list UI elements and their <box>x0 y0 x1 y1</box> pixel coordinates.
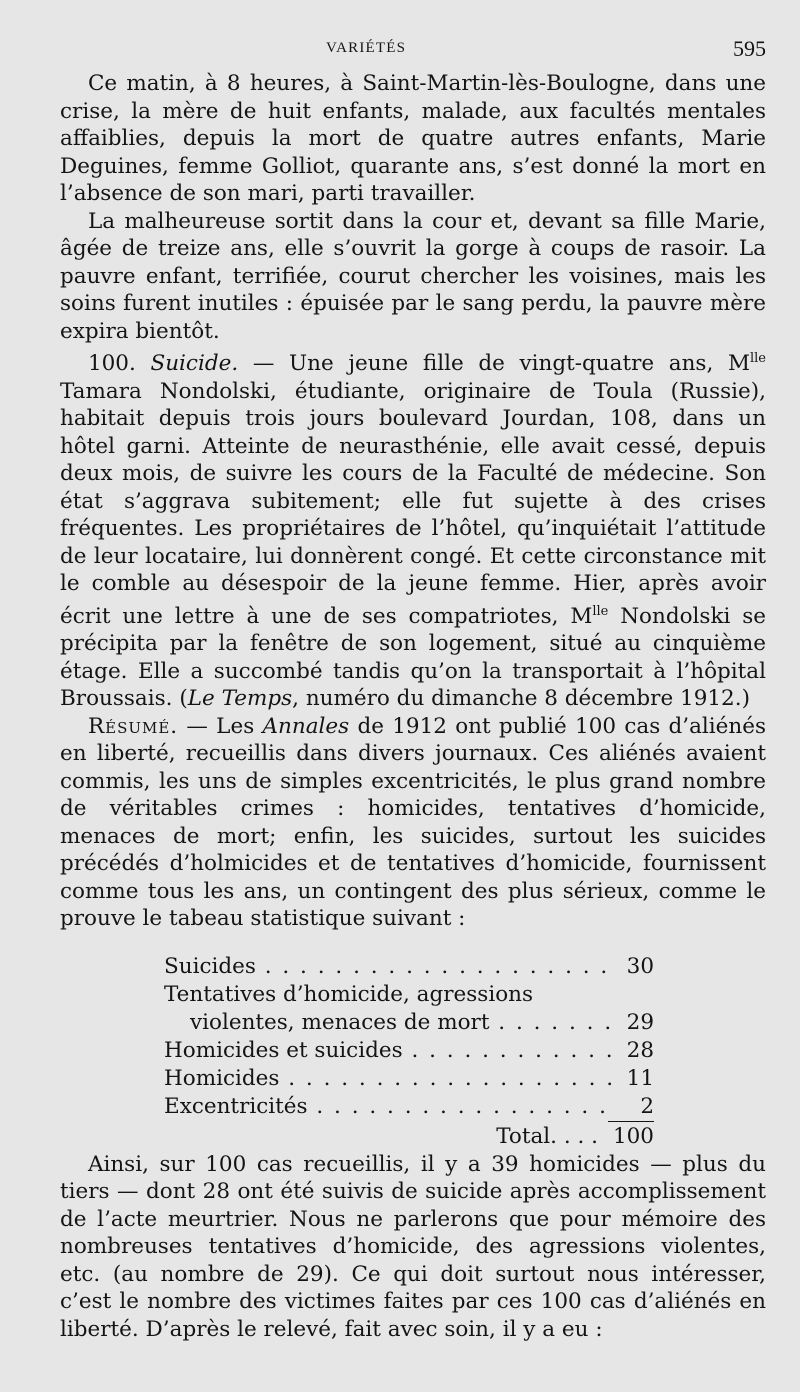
resume-text-a: — Les <box>178 713 263 739</box>
stat-label-continued: violentes, menaces de mort . . . <box>164 1009 614 1037</box>
case-dash: — Une jeune fille de vingt-quatre ans, M <box>238 351 750 377</box>
stat-label: Homicides et suicides . . . <box>164 1037 614 1065</box>
stat-value: 30 <box>626 953 654 979</box>
stat-label: Suicides . . . <box>164 953 614 981</box>
page-header <box>0 36 800 66</box>
stat-row-homicides-suicides <box>164 1037 654 1065</box>
stat-row-tentatives-cont <box>164 1009 654 1037</box>
stat-total-row <box>164 1121 654 1151</box>
running-head: VARIÉTÉS <box>326 40 407 56</box>
title-superscript-2: lle <box>592 603 609 619</box>
paragraph-5: Ainsi, sur 100 cas recueillis, il y a 39 homicides — plus du tiers — dont 28 ont été suivis de suicide après accomplissement de l’acte meurtrier. Nous ne parlerons que pour mémoire des nombreuses tentatives d’homicide, des agressions violentes, etc. (au nombre de 29). Ce qui doit surtout nous intéresser, c’est le nombre des victimes faites par ces 100 cas d’aliénés en liberté. D’après le relevé, fait avec soin, il y a eu : <box>60 1151 766 1342</box>
stat-value: 29 <box>626 1009 654 1035</box>
paragraph-1: Ce matin, à 8 heures, à Saint-Martin-lès-Boulogne, dans une crise, la mère de huit enfants, malade, aux facultés mentales affaiblies, depuis la mort de quatre autres enfants, Marie Deguines, femme Golliot, quarante ans, s’est donné la mort en l’absence de son mari, parti travailler. <box>60 71 766 206</box>
page-number: 595 <box>733 36 766 61</box>
stat-row-excentricites <box>164 1093 654 1121</box>
source-date: , numéro du dimanche 8 décembre 1912.) <box>292 686 750 712</box>
stat-label: Homicides . . . <box>164 1065 614 1093</box>
case-body-2: Nondolski se précipita par la fenêtre de son logement, situé au cinquième étage. Elle a succombé tandis qu’on la transportait à l’hôpital Broussais. ( <box>60 603 766 712</box>
case-number: 100. <box>87 351 136 377</box>
stat-row-homicides <box>164 1065 654 1093</box>
paragraph-2: La malheureuse sortit dans la cour et, devant sa fille Marie, âgée de treize ans, elle s’ouvrit la gorge à coups de rasoir. La pauvre enfant, terrifiée, courut chercher les voisines, mais les soins furent inutiles : épuisée par le sang perdu, la pauvre mère expira bientôt. <box>60 208 766 344</box>
total-value: 100 <box>608 1121 654 1151</box>
stat-row-suicides <box>164 953 654 981</box>
case-body: Tamara Nondolski, étudiante, originaire de Toula (Russie), habitait depuis trois jours boulevard Jourdan, 108, dans un hôtel garni. Atteinte de neurasthénie, elle avait cessé, depuis deux mois, de suivre les cours de la Faculté de médecine. Son état s’aggrava subitement; elle fut sujette à des crises fréquentes. Les propriétaires de l’hôtel, qu’inquiétait l’attitude de leur locataire, lui donnèrent congé. Et cette circonstance mit le comble au désespoir de la jeune femme. Hier, après avoir écrit une lettre à une de ses compatriotes, M <box>60 378 766 629</box>
resume-label: Résumé. <box>87 713 179 739</box>
statistics-table <box>164 953 654 1151</box>
stat-value: 2 <box>640 1093 654 1119</box>
stat-row-tentatives <box>164 981 654 1009</box>
annales-title: Annales <box>262 713 350 739</box>
title-superscript: lle <box>749 351 766 366</box>
stat-value: 28 <box>626 1037 654 1063</box>
stat-value: 11 <box>626 1065 654 1091</box>
resume-text-b: de 1912 ont publié 100 cas d’aliénés en liberté, recueillis dans divers journaux. Ces aliénés avaient commis, les uns de simples excentricités, le plus grand nombre de véritables crimes : homicides, tentatives d’homicide, menaces de mort; enfin, les suicides, surtout les suicides précédés d’holmicides et de tentatives d’homicide, fournissent comme tous les ans, un contingent des plus sérieux, comme le prouve le tabeau statistique suivant : <box>60 713 766 932</box>
paragraph-3-suicide <box>60 345 766 713</box>
case-title: Suicide. <box>150 351 239 377</box>
body-text <box>60 70 766 1343</box>
stat-label: Tentatives d’homicide, agressions <box>164 981 534 1007</box>
total-label: Total. . . . <box>496 1123 598 1149</box>
stat-label: Excentricités . . . <box>164 1093 614 1121</box>
paragraph-4-resume <box>60 713 766 933</box>
source-title: Le Temps <box>187 686 293 712</box>
